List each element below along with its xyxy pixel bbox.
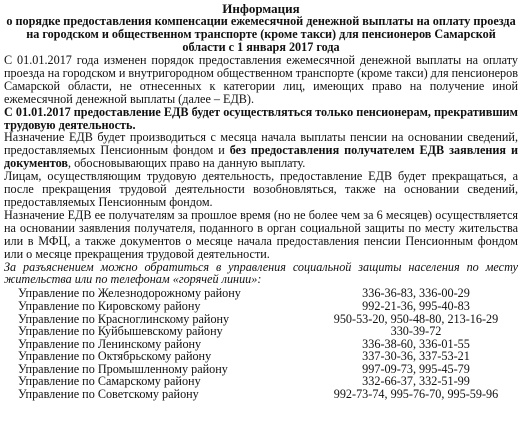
contact-dept: Управление по Самарскому району bbox=[18, 374, 201, 389]
paragraph-assignment-part2: , обосновывающих право на данную выплату. bbox=[67, 156, 306, 171]
paragraph-assignment-part1: Назначение ЕДВ будет производиться с месяца начала выплаты пенсии на основании сведений, предоставляемых Пенсионным фондом и bbox=[4, 130, 518, 158]
paragraph-working-persons: Лицам, осуществляющим трудовую деятельность, предоставление ЕДВ будет прекращаться, а после прекращения трудовой деятельности возобновляться, также на основании сведений, предоставляемых Пенсионным фондом. bbox=[4, 169, 518, 209]
contact-row bbox=[4, 300, 518, 313]
contacts-list bbox=[4, 287, 518, 400]
paragraph-assignment-bold: без предоставления получателем ЕДВ заявления и документов bbox=[4, 143, 518, 171]
contact-dept: Управление по Ленинскому району bbox=[18, 336, 202, 351]
paragraph-past-period: Назначение ЕДВ ее получателям за прошлое время (но не более чем за 6 месяцев) осуществляется на основании заявления получателя, поданного в орган социальной защиты по месту жительства или в МФЦ, а также документов о месяце начала предоставления пенсии Пенсионным фондом или о месяце прекращения трудовой деятельности. bbox=[4, 207, 518, 261]
document-title: Информация bbox=[222, 1, 300, 16]
contact-phones: 330-39-72 bbox=[390, 324, 442, 339]
document-subtitle: о порядке предоставления компенсации ежемесячной денежной выплаты на оплату проезда на городском и общественном транспорте (кроме такси) для пенсионеров Самарской области с 1 января 2017 года bbox=[6, 14, 516, 54]
contact-phones: 992-73-74, 995-76-70, 995-59-96 bbox=[333, 387, 499, 402]
contact-dept: Управление по Октябрьскому району bbox=[18, 349, 212, 364]
contact-phones: 950-53-20, 950-48-80, 213-16-29 bbox=[333, 311, 499, 326]
contact-dept: Управление по Железнодорожному району bbox=[18, 286, 241, 301]
bold-notice: С 01.01.2017 предоставление ЕДВ будет осуществляться только пенсионерам, прекратившим трудовую деятельность. bbox=[4, 104, 518, 132]
contacts-intro: За разъяснением можно обратиться в управления социальной защиты населения по месту жительства или по телефонам «горячей линии»: bbox=[4, 259, 518, 287]
contact-phones: 992-21-36, 995-40-83 bbox=[362, 298, 470, 313]
contact-phones: 336-38-60, 336-01-55 bbox=[362, 336, 470, 351]
contact-dept: Управление по Кировскому району bbox=[18, 298, 201, 313]
contact-phones: 997-09-73, 995-45-79 bbox=[362, 361, 470, 376]
intro-paragraph: С 01.01.2017 года изменен порядок предоставления ежемесячной денежной выплаты на оплату проезда на городском и внутригородном общественном транспорте (кроме такси) для пенсионеров Самарской области, не отнесенных к категории лиц, имеющих право на получение иной ежемесячной денежной выплаты (далее – ЕДВ). bbox=[4, 53, 518, 106]
contact-phones: 336-36-83, 336-00-29 bbox=[362, 286, 470, 301]
contact-dept: Управление по Промышленному району bbox=[18, 361, 228, 376]
contact-dept: Управление по Красноглинскому району bbox=[18, 311, 230, 326]
contact-row bbox=[4, 325, 518, 338]
contact-dept: Управление по Советскому району bbox=[18, 387, 199, 402]
contact-row bbox=[4, 350, 518, 363]
contact-phones: 332-66-37, 332-51-99 bbox=[362, 374, 470, 389]
contact-dept: Управление по Куйбышевскому району bbox=[18, 324, 223, 339]
contact-row bbox=[4, 388, 518, 401]
paragraph-assignment bbox=[4, 131, 518, 170]
contact-phones: 337-30-36, 337-53-21 bbox=[362, 349, 470, 364]
